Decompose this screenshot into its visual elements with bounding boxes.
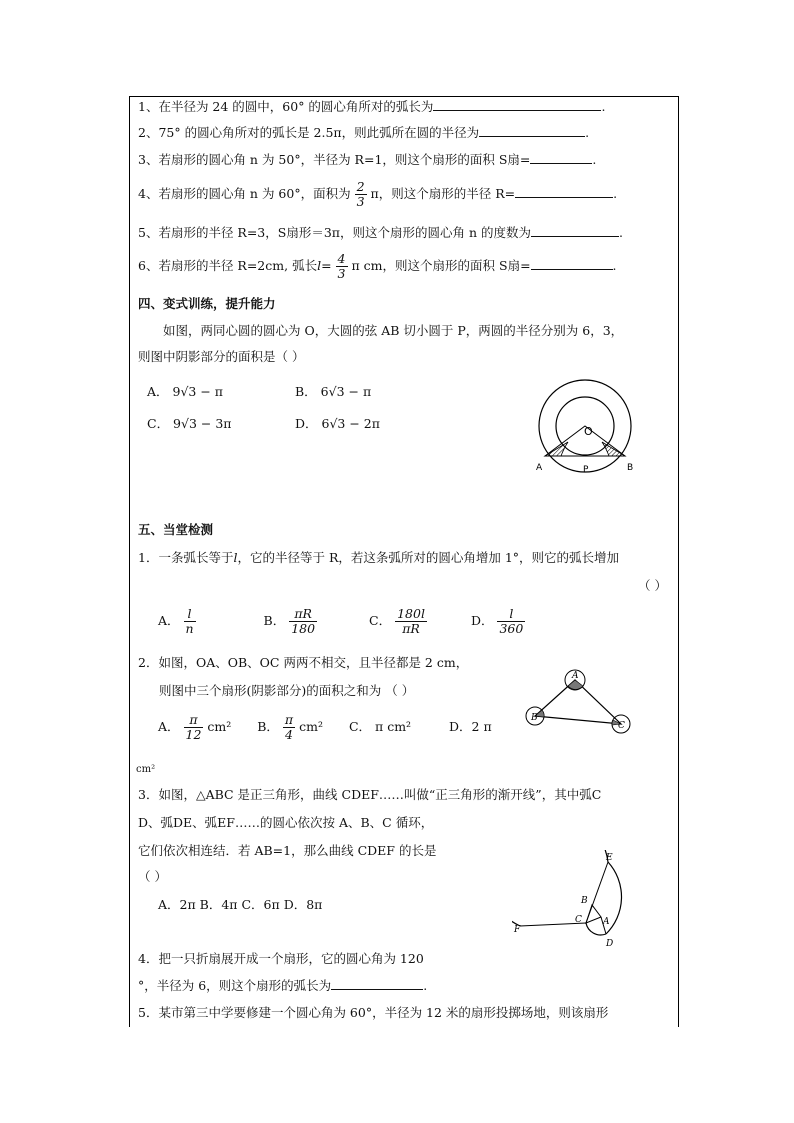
option-b: B． 6√3 − π (295, 384, 372, 399)
p5-q4-line1: 4．把一只折扇展开成一个扇形，它的圆心角为 120 (138, 951, 424, 966)
label-b: B (627, 463, 634, 473)
p4-text-2: 则图中阴影部分的面积是（ ） (138, 349, 305, 364)
p5-q1-options: A． $\frac{l}{n}$ B． $\frac{\pi R}{180}$ C． $\frac{180l}{\pi R}$ D． $\frac{l}{360}$ (158, 606, 524, 636)
section-heading-5: 五、当堂检测 (138, 522, 214, 537)
p5-q4-line2: °，半径为 6，则这个扇形的弧长为 . (138, 978, 428, 993)
label-d: D (606, 939, 614, 949)
fraction: $\frac{\pi}{4}$ (284, 712, 294, 742)
q3-2: 2、75° 的圆心角所对的弧长是 2.5π，则此弧所在圆的半径为 . (138, 125, 590, 140)
fraction: $\frac{\pi R}{180}$ (291, 606, 316, 636)
p5-q2-options: A． $\frac{\pi}{12}$ cm² B． $\frac{\pi}{4}$ cm² C． π cm² D．2 π (158, 712, 492, 742)
p5-q3-paren: （ ） (138, 869, 167, 884)
label-b: B (581, 896, 588, 906)
label-c: C (575, 915, 582, 925)
q3-5: 5、若扇形的半径 R=3，S扇形＝3π，则这个扇形的圆心角 n 的度数为 . (138, 225, 623, 240)
p5-q3-line2: D、弧DE、弧EF……的圆心依次按 A、B、C 循环， (138, 815, 434, 830)
triangle-sectors-figure (515, 664, 665, 744)
involute-figure (512, 850, 642, 950)
q3-4: 4、若扇形的圆心角 n 为 60°，面积为 $\frac{2}{3}$ π，则这个扇形的半径 R= . (138, 179, 618, 209)
option-a: A． 9√3 − π (147, 384, 224, 399)
p5-q3-options: A．2π B．4π C．6π D．8π (158, 897, 323, 912)
label-a: A (536, 463, 543, 473)
label-c: C (618, 721, 625, 731)
label-o: O (584, 425, 593, 438)
p5-q5-line1: 5．某市第三中学要修建一个圆心角为 60°，半径为 12 米的扇形投掷场地，则该扇形 (138, 1005, 609, 1020)
concentric-circles-figure (530, 376, 640, 476)
label-p: P (583, 465, 589, 475)
option-d: D． 6√3 − 2π (295, 416, 380, 431)
label-a: A (603, 917, 610, 927)
fraction: $\frac{2}{3}$ (356, 179, 365, 209)
fraction: $\frac{l}{n}$ (185, 606, 194, 636)
fraction: $\frac{\pi}{12}$ (185, 712, 202, 742)
p5-q2-tail: cm² (136, 764, 156, 775)
fraction: $\frac{4}{3}$ (337, 251, 346, 281)
label-e: E (606, 853, 613, 863)
label-a: A (572, 671, 579, 681)
q3-6: 6、若扇形的半径 R=2cm, 弧长l= $\frac{4}{3}$ π cm，则这个扇形的面积 S扇= . (138, 251, 617, 281)
p5-q3-line1: 3．如图，△ABC 是正三角形，曲线 CDEF……叫做“正三角形的渐开线”，其中弧C (138, 787, 602, 802)
label-b: B (531, 713, 538, 723)
section-heading-4: 四、变式训练，提升能力 (138, 296, 276, 311)
p5-q1: 1．一条弧长等于l，它的半径等于 R，若这条弧所对的圆心角增加 1°，则它的弧长增加 (138, 550, 620, 565)
p5-q2-line1: 2．如图，OA、OB、OC 两两不相交，且半径都是 2 cm， (138, 655, 469, 670)
option-c: C． 9√3 − 3π (147, 416, 232, 431)
q3-1: 1、在半径为 24 的圆中，60° 的圆心角所对的弧长为 . (138, 99, 606, 114)
fraction: $\frac{l}{360}$ (499, 606, 524, 636)
p5-q2-line2: 则图中三个扇形(阴影部分)的面积之和为 （ ） (159, 683, 415, 698)
p5-q3-line3: 它们依次相连结．若 AB=1，那么曲线 CDEF 的长是 (138, 843, 437, 858)
label-f: F (514, 925, 521, 935)
q3-3: 3、若扇形的圆心角 n 为 50°，半径为 R=1，则这个扇形的面积 S扇= . (138, 152, 597, 167)
p4-text-1: 如图，两同心圆的圆心为 O，大圆的弦 AB 切小圆于 P，两圆的半径分别为 6，3， (163, 323, 624, 338)
fraction: $\frac{180l}{\pi R}$ (397, 606, 425, 636)
p5-q1-paren: （ ） (638, 578, 667, 593)
